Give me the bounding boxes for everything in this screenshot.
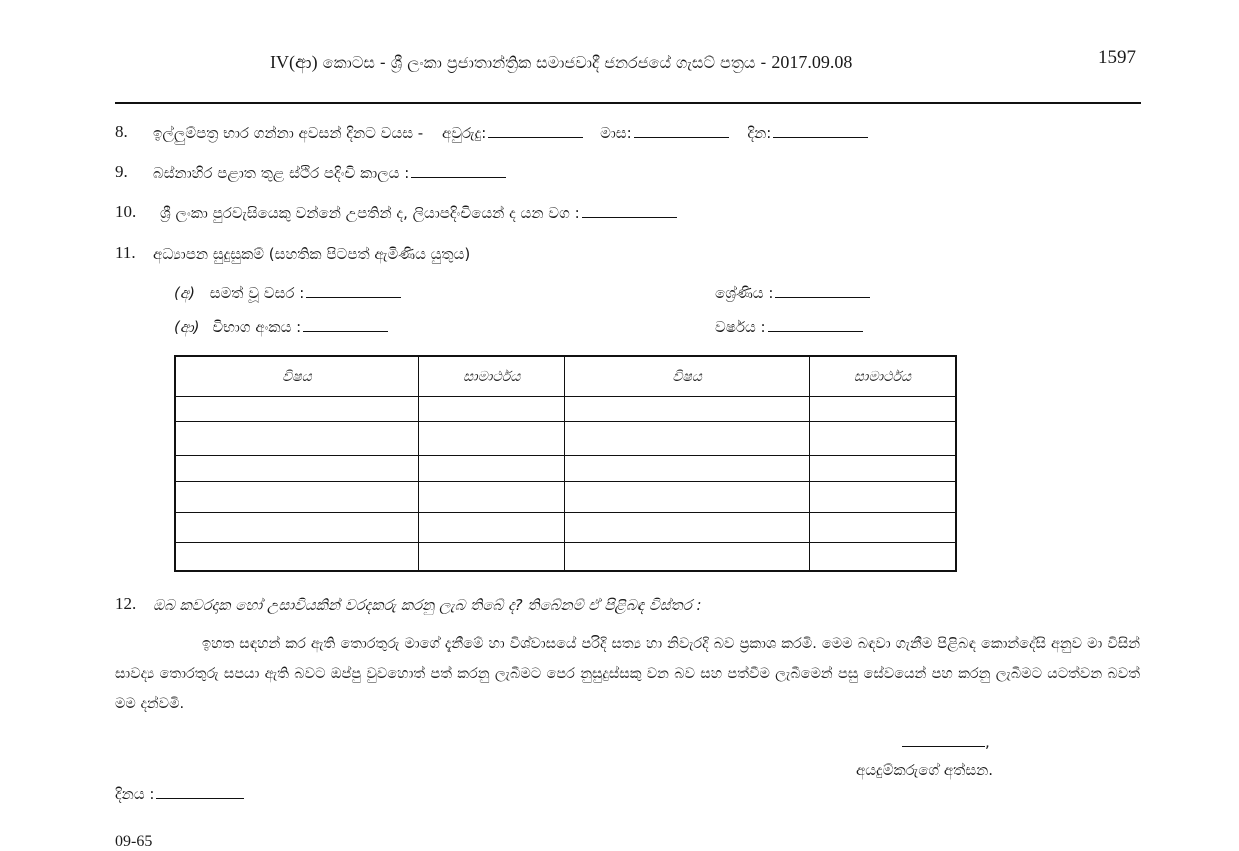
table-row bbox=[175, 456, 956, 482]
residence-period-field[interactable] bbox=[411, 176, 506, 178]
months-label: මාස: bbox=[600, 124, 632, 142]
table-cell[interactable] bbox=[175, 456, 418, 482]
table-cell[interactable] bbox=[418, 456, 565, 482]
table-cell[interactable] bbox=[418, 422, 565, 456]
table-cell[interactable] bbox=[565, 543, 809, 571]
table-cell[interactable] bbox=[175, 397, 418, 422]
header-subject-2: විෂය bbox=[565, 356, 809, 397]
header-section: IV(ආ) bbox=[270, 52, 318, 72]
months-field[interactable] bbox=[634, 136, 729, 138]
table-row bbox=[175, 513, 956, 543]
table-cell[interactable] bbox=[175, 422, 418, 456]
item-12 bbox=[115, 594, 136, 614]
table-cell[interactable] bbox=[565, 422, 809, 456]
header-title: කොටස - ශ්‍රී ලංකා ප්‍රජාතාන්ත්‍රික සමාජවාදී ජනරජයේ ගැසට් පත්‍රය - bbox=[322, 53, 767, 72]
table-row bbox=[175, 397, 956, 422]
date-field[interactable] bbox=[156, 797, 244, 799]
years-label: අවුරුදු: bbox=[442, 124, 487, 142]
item-9-label: බස්නාහිර පළාත තුළ ස්ථිර පදිංචි කාලය : bbox=[153, 164, 410, 182]
table-cell[interactable] bbox=[418, 513, 565, 543]
item-12-number: 12. bbox=[115, 594, 137, 613]
item-10-label: ශ්‍රී ලංකා පුරවැසියෙකු වන්නේ උපතින් ද, ලියාපදිංචියෙන් ද යන වග : bbox=[160, 204, 580, 222]
days-field[interactable] bbox=[773, 136, 868, 138]
item-11-label: අධ්‍යාපන සුදුසුකම් (සහතික පිටපත් ඇමිණිය යුතුය) bbox=[153, 245, 471, 263]
table-cell[interactable] bbox=[418, 482, 565, 513]
grade-row bbox=[715, 284, 870, 302]
table-cell[interactable] bbox=[565, 456, 809, 482]
signature-comma: , bbox=[985, 733, 990, 751]
header-subject-1: විෂය bbox=[175, 356, 418, 397]
item-8-label: ඉල්ලුම්පත්‍ර භාර ගන්නා අවසන් දිනට වයස - bbox=[153, 124, 424, 142]
item-9-number: 9. bbox=[115, 162, 128, 181]
header-rule bbox=[115, 102, 1141, 104]
item-8 bbox=[115, 122, 128, 142]
years-field[interactable] bbox=[488, 136, 583, 138]
table-row bbox=[175, 482, 956, 513]
table-cell[interactable] bbox=[565, 513, 809, 543]
header-pass-2: සාමාර්ථය bbox=[809, 356, 956, 397]
item-9-row bbox=[153, 164, 506, 182]
table-row bbox=[175, 422, 956, 456]
table-row bbox=[175, 543, 956, 571]
item-11 bbox=[115, 243, 136, 263]
sub-aa-label: (ආ) bbox=[174, 318, 200, 336]
item-11-number: 11. bbox=[115, 243, 136, 262]
year-passed-field[interactable] bbox=[306, 296, 401, 298]
header-pass-1: සාමාර්ථය bbox=[418, 356, 565, 397]
citizenship-field[interactable] bbox=[582, 216, 677, 218]
item-10 bbox=[115, 202, 136, 222]
declaration-paragraph: ඉහත සඳහන් කර ඇති තොරතුරු මාගේ දැනීමේ හා විශ්වාසයේ පරිදි සත්‍ය හා නිවැරදි බව ප්‍රකාශ කරමි. මෙම බඳවා ගැනීම පිළිබඳ කොන්දේසි අනුව මා විසින් සාවද්‍ය තොරතුරු සපයා ඇති බවට ඔප්පු වුවහොත් පත් කරනු ලැබීමට පෙර නුසුදුස්සකු වන බව සහ පත්වීම ලැබීමෙන් පසු සේවයෙන් පහ කරනු ලැබීමට යටත්වන බවත් මම දන්වමි. bbox=[115, 636, 1140, 712]
item-8-number: 8. bbox=[115, 122, 128, 141]
table-header-row bbox=[175, 356, 956, 397]
footer-code: 09-65 bbox=[115, 833, 153, 850]
table-cell[interactable] bbox=[809, 422, 956, 456]
table-cell[interactable] bbox=[809, 482, 956, 513]
item-10-number: 10. bbox=[115, 202, 137, 221]
item-9 bbox=[115, 162, 128, 182]
date-row bbox=[115, 785, 244, 803]
date-label: දිනය : bbox=[115, 785, 155, 803]
item-8-row bbox=[153, 124, 868, 142]
signature-line-row bbox=[900, 733, 990, 751]
exam-number-label: විභාග අංකය : bbox=[212, 318, 302, 336]
table-cell[interactable] bbox=[809, 543, 956, 571]
grade-label: ශ්‍රේණිය : bbox=[715, 284, 774, 302]
gazette-header bbox=[270, 52, 852, 73]
table-cell[interactable] bbox=[175, 543, 418, 571]
item-10-row bbox=[160, 204, 677, 222]
item-12-label: ඔබ කවරදාක හෝ උසාවියකින් වරදකරු කරනු ලැබ තිබේ ද? තිබේනම් ඒ පිළිබඳ විස්තර : bbox=[153, 596, 702, 614]
table-cell[interactable] bbox=[175, 482, 418, 513]
table-cell[interactable] bbox=[809, 456, 956, 482]
table-cell[interactable] bbox=[418, 543, 565, 571]
exam-year-field[interactable] bbox=[768, 330, 863, 332]
header-date: 2017.09.08 bbox=[771, 52, 853, 72]
results-table bbox=[174, 355, 957, 572]
signature-label: අයදුම්කරුගේ අත්සන. bbox=[856, 761, 994, 779]
grade-field[interactable] bbox=[775, 296, 870, 298]
sub-aa-row bbox=[174, 318, 388, 336]
exam-number-field[interactable] bbox=[303, 330, 388, 332]
page-number: 1597 bbox=[1098, 47, 1136, 68]
table-cell[interactable] bbox=[809, 397, 956, 422]
sub-a-row bbox=[174, 284, 401, 302]
days-label: දින: bbox=[747, 124, 772, 142]
table-cell[interactable] bbox=[418, 397, 565, 422]
signature-field[interactable] bbox=[902, 745, 985, 747]
table-cell[interactable] bbox=[565, 482, 809, 513]
year-passed-label: සමත් වූ වසර : bbox=[209, 284, 305, 302]
exam-year-label: වර්ෂය : bbox=[715, 318, 766, 336]
sub-a-label: (අ) bbox=[174, 284, 195, 302]
table-cell[interactable] bbox=[565, 397, 809, 422]
exam-year-row bbox=[715, 318, 863, 336]
table-cell[interactable] bbox=[809, 513, 956, 543]
table-cell[interactable] bbox=[175, 513, 418, 543]
